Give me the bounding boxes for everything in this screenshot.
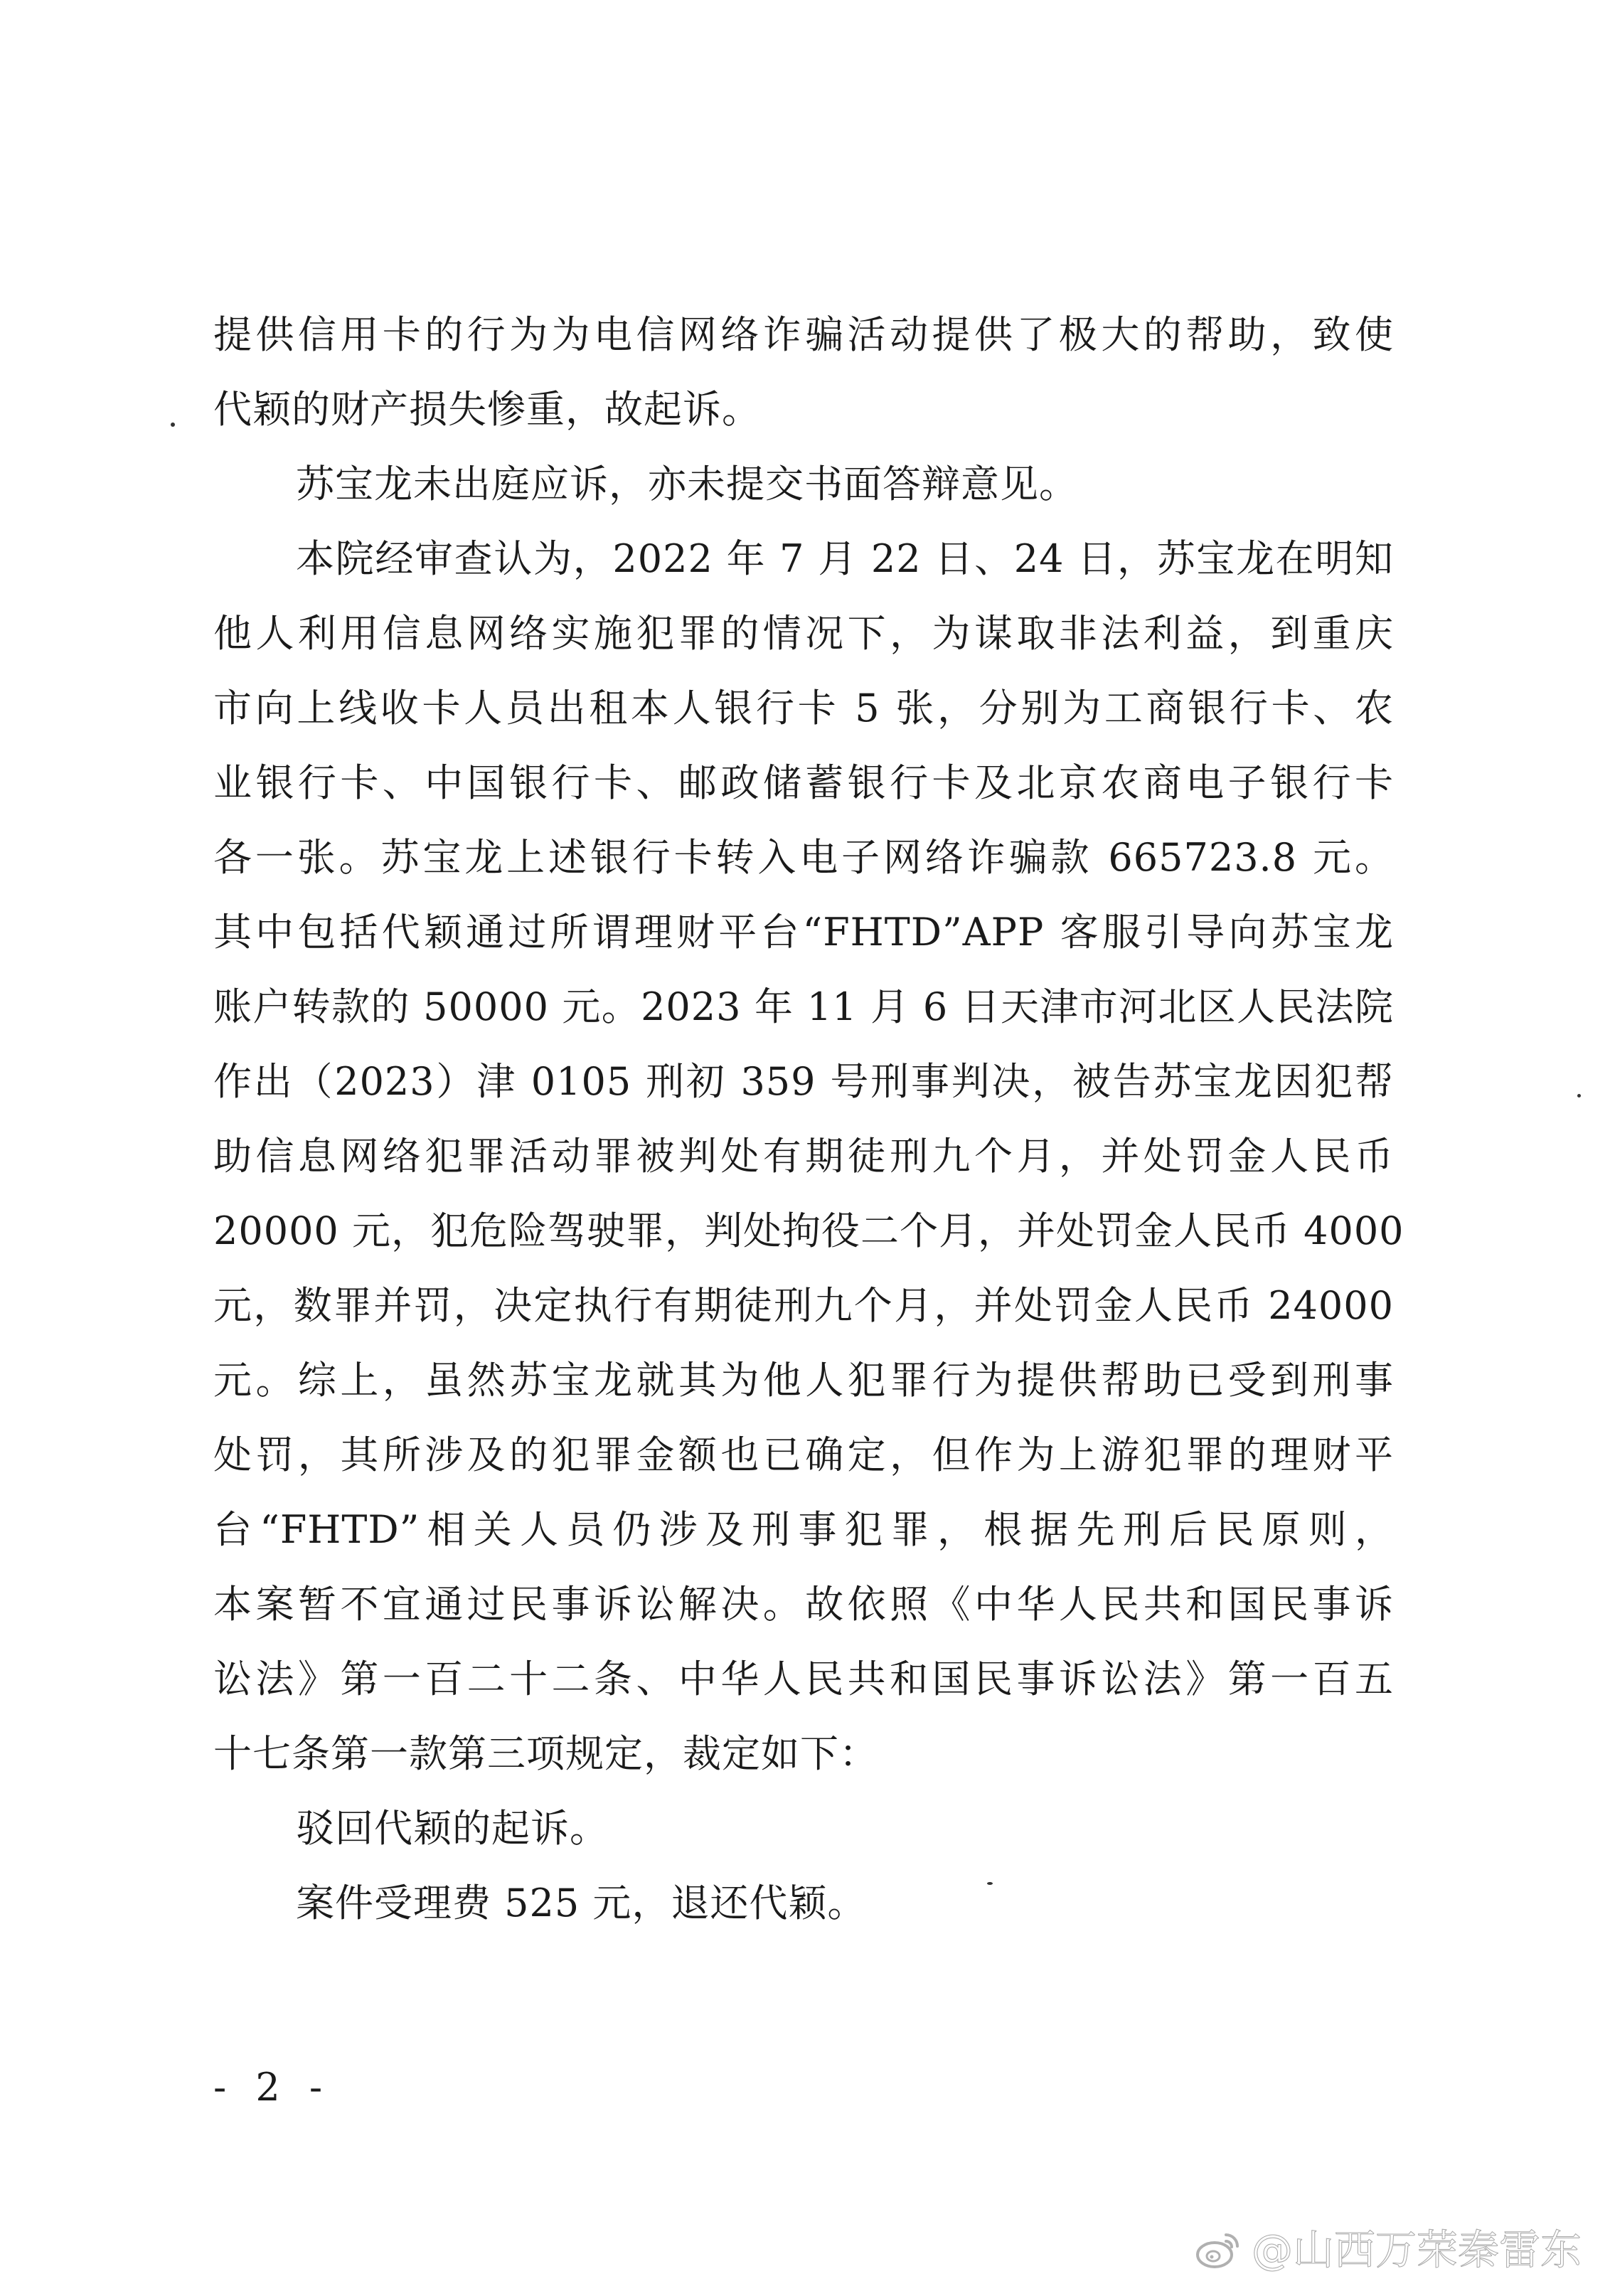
text-line: 本案暂不宜通过民事诉讼解决。故依照《中华人民共和国民事诉: [213, 1582, 1394, 1627]
text-line: 本院经审查认为，2022 年 7 月 22 日、24 日，苏宝龙在明知: [296, 536, 1394, 581]
text-line: 20000 元，犯危险驾驶罪，判处拘役二个月，并处罚金人民币 4000: [213, 1208, 1404, 1253]
text-line: 他人利用信息网络实施犯罪的情况下，为谋取非法利益，到重庆: [213, 611, 1394, 656]
text-line: 各一张。苏宝龙上述银行卡转入电子网络诈骗款 665723.8 元。: [213, 835, 1394, 880]
watermark-text: @山西万荣秦雷东: [1251, 2226, 1582, 2274]
text-line: 市向上线收卡人员出租本人银行卡 5 张，分别为工商银行卡、农: [213, 686, 1394, 730]
text-line: 提供信用卡的行为为电信网络诈骗活动提供了极大的帮助，致使: [213, 312, 1394, 357]
text-line: 案件受理费 525 元，退还代颖。: [296, 1881, 867, 1925]
scan-speck: [1577, 1094, 1581, 1097]
watermark: [1195, 2218, 1582, 2282]
text-line: 业银行卡、中国银行卡、邮政储蓄银行卡及北京农商电子银行卡: [213, 760, 1394, 805]
page-number: - 2 -: [213, 2065, 331, 2110]
text-line: 处罚，其所涉及的犯罪金额也已确定，但作为上游犯罪的理财平: [213, 1433, 1394, 1477]
text-line: 讼法》第一百二十二条、中华人民共和国民事诉讼法》第一百五: [213, 1657, 1394, 1701]
scan-speck: [171, 422, 175, 427]
text-line: 驳回代颖的起诉。: [296, 1806, 609, 1851]
scan-speck: [987, 1882, 993, 1885]
text-line: 台“FHTD”相关人员仍涉及刑事犯罪，根据先刑后民原则，: [213, 1507, 1394, 1552]
text-line: 助信息网络犯罪活动罪被判处有期徒刑九个月，并处罚金人民币: [213, 1134, 1394, 1179]
text-line: 账户转款的 50000 元。2023 年 11 月 6 日天津市河北区人民法院: [213, 984, 1394, 1029]
text-line: 其中包括代颖通过所谓理财平台“FHTD”APP 客服引导向苏宝龙: [213, 910, 1394, 955]
text-line: 十七条第一款第三项规定，裁定如下：: [213, 1731, 878, 1776]
document-body: [213, 297, 1404, 1940]
text-line: 苏宝龙未出庭应诉，亦未提交书面答辩意见。: [296, 462, 1078, 506]
text-line: 代颖的财产损失惨重，故起诉。: [213, 387, 761, 432]
text-line: 元。综上，虽然苏宝龙就其为他人犯罪行为提供帮助已受到刑事: [213, 1358, 1394, 1403]
text-line: 元，数罪并罚，决定执行有期徒刑九个月，并处罚金人民币 24000: [213, 1283, 1394, 1328]
text-line: 作出（2023）津 0105 刑初 359 号刑事判决，被告苏宝龙因犯帮: [213, 1059, 1394, 1104]
weibo-icon: [1195, 2229, 1242, 2270]
